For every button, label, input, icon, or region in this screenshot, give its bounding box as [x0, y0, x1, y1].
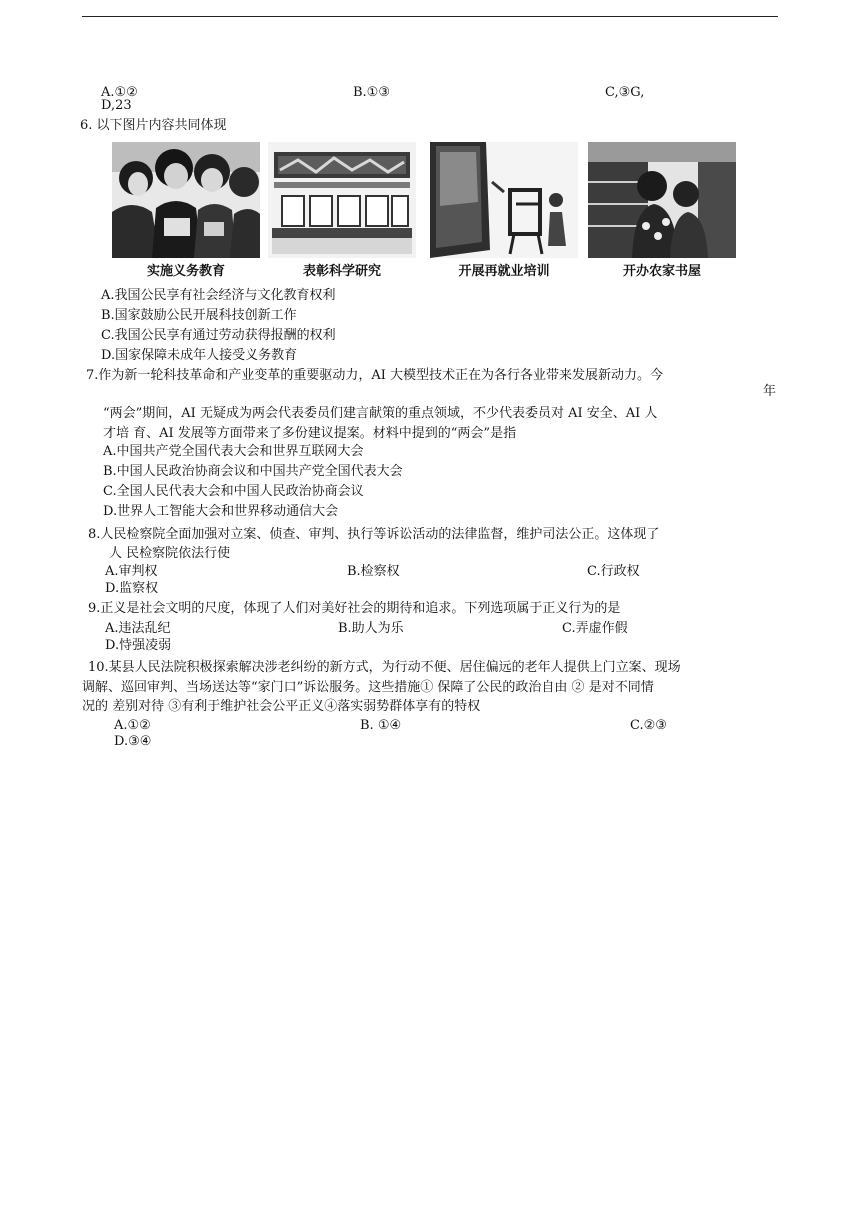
q6-option-c: C.我国公民享有通过劳动获得报酬的权利	[101, 328, 336, 343]
q7-option-c: C.全国人民代表大会和中国人民政治协商会议	[103, 484, 364, 499]
q8-option-b: B.检察权	[347, 564, 400, 579]
q9-stem: 9.正义是社会文明的尺度，体现了人们对美好社会的期待和追求。下列选项属于正义行为的是	[88, 601, 621, 616]
q9-option-a: A.违法乱纪	[105, 621, 171, 636]
q6-caption-2: 表彰科学研究	[302, 264, 381, 279]
q5-option-b: B.①③	[353, 85, 390, 100]
q7-stem-line-3: 才培 育、AI 发展等方面带来了多份建议提案。材料中提到的“两会”是指	[103, 426, 517, 441]
q6-caption-3: 开展再就业培训	[458, 264, 550, 279]
q6-caption-1: 实施义务教育	[146, 264, 225, 279]
q8-option-c: C.行政权	[587, 564, 640, 579]
q6-option-a: A.我国公民享有社会经济与文化教育权利	[101, 288, 336, 303]
q8-option-d: D.监察权	[105, 581, 159, 596]
q6-picture-science-award	[268, 142, 416, 280]
q7-option-b: B.中国人民政治协商会议和中国共产党全国代表大会	[103, 464, 403, 479]
q7-option-d: D.世界人工智能大会和世界移动通信大会	[103, 504, 339, 519]
q10-option-c: C.②③	[630, 718, 667, 733]
q8-stem-line-1: 8.人民检察院全面加强对立案、侦查、审判、执行等诉讼活动的法律监督，维护司法公正。这体现了	[88, 527, 660, 542]
q8-option-a: A.审判权	[105, 564, 158, 579]
q10-option-d: D.③④	[114, 734, 152, 749]
q9-option-d: D.恃强凌弱	[105, 638, 172, 653]
q6-picture-reemployment-training	[430, 142, 578, 280]
q10-option-b: B. ①④	[360, 718, 402, 733]
q10-option-a: A.①②	[114, 718, 151, 733]
q9-option-c: C.弄虚作假	[562, 621, 628, 636]
page-top-rule	[82, 16, 778, 17]
q10-stem-line-2: 调解、巡回审判、当场送达等“家门口”诉讼服务。这些措施① 保障了公民的政治自由 ② 是对不同情	[82, 680, 654, 695]
q6-option-d: D.国家保障未成年人接受义务教育	[101, 348, 298, 363]
q6-caption-4: 开办农家书屋	[622, 264, 701, 279]
q7-option-a: A.中国共产党全国代表大会和世界互联网大会	[103, 444, 364, 459]
q10-stem-line-3: 况的 差别对待 ③有利于维护社会公平正义④落实弱势群体享有的特权	[82, 699, 481, 714]
q6-picture-farmhouse-library	[588, 142, 736, 280]
q5-option-a: A.①②	[101, 85, 138, 100]
q5-option-c: C,③G,	[605, 85, 645, 100]
q8-stem-line-2: 人 民检察院依法行使	[109, 546, 231, 561]
q5-option-d: D,23	[101, 98, 132, 113]
q7-stem-line-2: “两会”期间，AI 无疑成为两会代表委员们建言献策的重点领域，不少代表委员对 AI 安全、AI 人	[103, 406, 658, 421]
q9-option-b: B.助人为乐	[338, 621, 404, 636]
q6-picture-strip	[112, 142, 732, 280]
q6-option-b: B.国家鼓励公民开展科技创新工作	[101, 308, 297, 323]
q6-stem: 6. 以下图片内容共同体现	[80, 118, 227, 133]
q7-stem-line-1: 7.作为新一轮科技革命和产业变革的重要驱动力，AI 大模型技术正在为各行各业带来发展新动力。今	[86, 368, 664, 383]
q10-stem-line-1: 10.某县人民法院积极探索解决涉老纠纷的新方式，为行动不便、居住偏远的老年人提供上门立案、现场	[88, 660, 681, 675]
q6-picture-compulsory-education	[112, 142, 260, 280]
q7-stem-line-1-wrap: 年	[763, 384, 777, 399]
